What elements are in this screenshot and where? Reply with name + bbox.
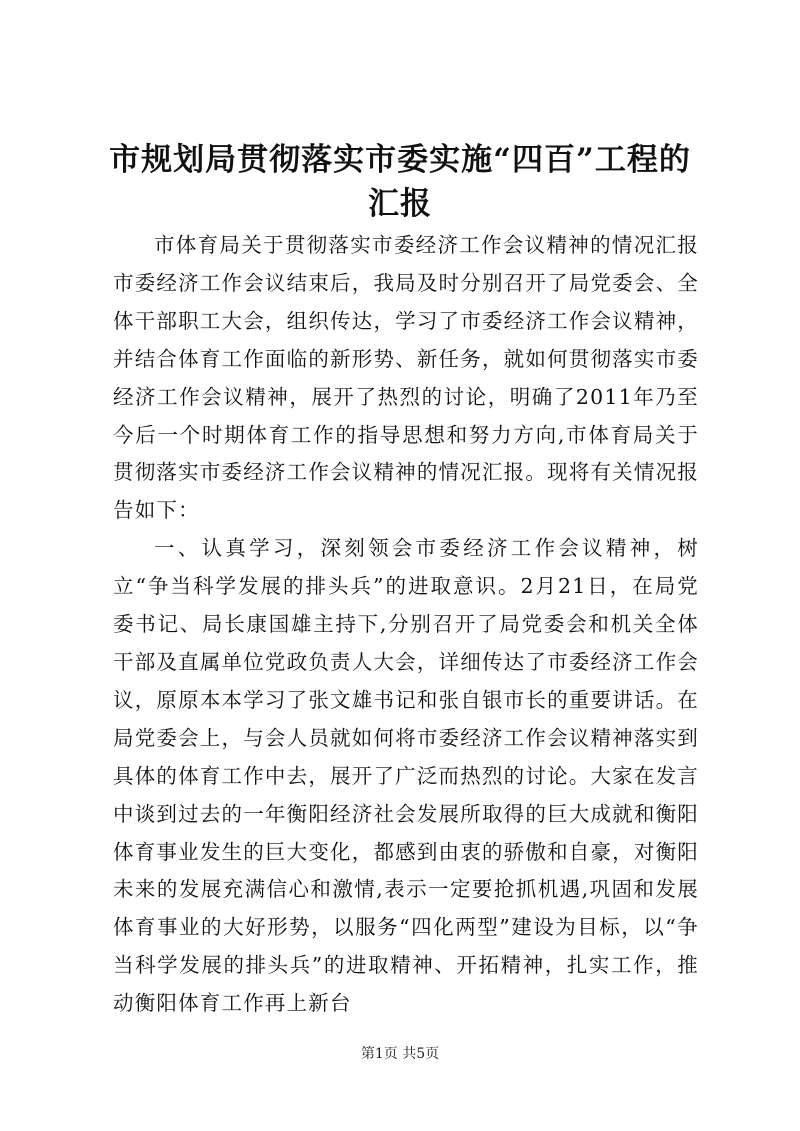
document-title: 市规划局贯彻落实市委实施“四百”工程的汇报	[109, 142, 691, 222]
document-body	[113, 227, 699, 1023]
body-paragraph-1: 市体育局关于贯彻落实市委经济工作会议精神的情况汇报市委经济工作会议结束后，我局及时分别召开了局党委会、全体干部职工大会，组织传达，学习了市委经济工作会议精神，并结合体育工作面临的新形势、新任务，就如何贯彻落实市委经济工作会议精神，展开了热烈的讨论，明确了2011年乃至今后一个时期体育工作的指导思想和努力方向,市体育局关于贯彻落实市委经济工作会议精神的情况汇报。现将有关情况报告如下：	[113, 233, 699, 523]
body-paragraph-2: 一、认真学习，深刻领会市委经济工作会议精神，树立“争当科学发展的排头兵”的进取意识。2月21日，在局党委书记、局长康国雄主持下,分别召开了局党委会和机关全体干部及直属单位党政负责人大会，详细传达了市委经济工作会议，原原本本学习了张文雄书记和张自银市长的重要讲话。在局党委会上，与会人员就如何将市委经济工作会议精神落实到具体的体育工作中去，展开了广泛而热烈的讨论。大家在发言中谈到过去的一年衡阳经济社会发展所取得的巨大成就和衡阳体育事业发生的巨大变化，都感到由衷的骄傲和自豪，对衡阳未来的发展充满信心和激情,表示一定要抢抓机遇,巩固和发展体育事业的大好形势，以服务“四化两型”建设为目标，以“争当科学发展的排头兵”的进取精神、开拓精神，扎实工作，推动衡阳体育工作再上新台	[113, 536, 699, 1016]
page-footer: 第1页 共5页	[360, 1046, 440, 1062]
